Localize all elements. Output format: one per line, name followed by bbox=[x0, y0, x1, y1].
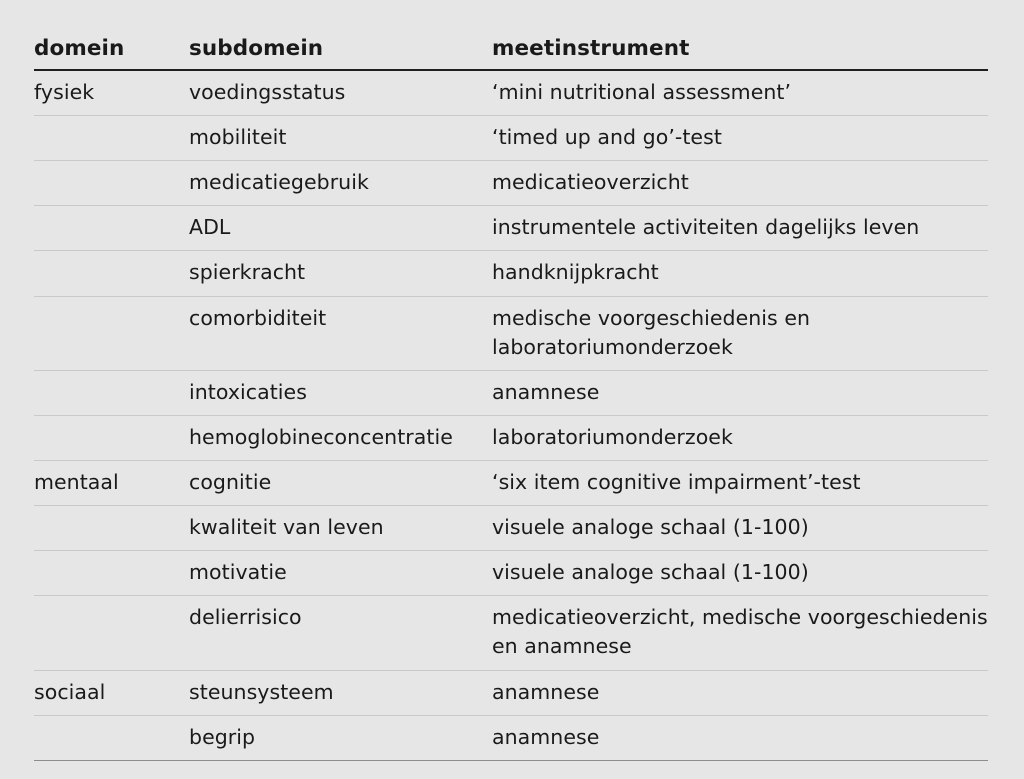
cell-meetinstrument: visuele analoge schaal (1-100) bbox=[492, 506, 988, 551]
cell-subdomein: ADL bbox=[189, 206, 492, 251]
cell-subdomein: begrip bbox=[189, 715, 492, 760]
cell-domein bbox=[34, 715, 189, 760]
table-row bbox=[34, 715, 988, 760]
spacer-cell bbox=[492, 760, 988, 779]
cell-subdomein: intoxicaties bbox=[189, 370, 492, 415]
table-row bbox=[34, 70, 988, 116]
table-row bbox=[34, 551, 988, 596]
cell-meetinstrument: medicatieoverzicht bbox=[492, 161, 988, 206]
cell-subdomein: cognitie bbox=[189, 460, 492, 505]
table-header bbox=[34, 36, 988, 70]
table-row bbox=[34, 116, 988, 161]
table-bottom-spacer bbox=[34, 760, 988, 779]
cell-meetinstrument: instrumentele activiteiten dagelijks leven bbox=[492, 206, 988, 251]
column-header-meetinstrument: meetinstrument bbox=[492, 36, 988, 70]
cell-subdomein: medicatiegebruik bbox=[189, 161, 492, 206]
cell-meetinstrument: visuele analoge schaal (1-100) bbox=[492, 551, 988, 596]
cell-domein bbox=[34, 296, 189, 370]
cell-domein: sociaal bbox=[34, 670, 189, 715]
cell-domein bbox=[34, 370, 189, 415]
table-row bbox=[34, 596, 988, 670]
spacer-cell bbox=[189, 760, 492, 779]
table-row bbox=[34, 415, 988, 460]
table-row bbox=[34, 251, 988, 296]
table-row bbox=[34, 370, 988, 415]
cell-subdomein: mobiliteit bbox=[189, 116, 492, 161]
cell-subdomein: delierrisico bbox=[189, 596, 492, 670]
cell-meetinstrument: medicatieoverzicht, medische voorgeschiedenis en anamnese bbox=[492, 596, 988, 670]
cell-meetinstrument: ‘timed up and go’-test bbox=[492, 116, 988, 161]
cell-domein bbox=[34, 251, 189, 296]
cell-domein: fysiek bbox=[34, 70, 189, 116]
cell-subdomein: hemoglobineconcentratie bbox=[189, 415, 492, 460]
cell-subdomein: spierkracht bbox=[189, 251, 492, 296]
table-row bbox=[34, 460, 988, 505]
cell-meetinstrument: ‘mini nutritional assessment’ bbox=[492, 70, 988, 116]
cell-subdomein: kwaliteit van leven bbox=[189, 506, 492, 551]
table-header-row bbox=[34, 36, 988, 70]
assessment-table-container bbox=[34, 36, 988, 779]
cell-subdomein: voedingsstatus bbox=[189, 70, 492, 116]
column-header-domein: domein bbox=[34, 36, 189, 70]
cell-domein bbox=[34, 415, 189, 460]
cell-subdomein: motivatie bbox=[189, 551, 492, 596]
table-row bbox=[34, 506, 988, 551]
table-row bbox=[34, 161, 988, 206]
assessment-table bbox=[34, 36, 988, 779]
cell-domein bbox=[34, 551, 189, 596]
table-row bbox=[34, 206, 988, 251]
spacer-cell bbox=[34, 760, 189, 779]
cell-meetinstrument: anamnese bbox=[492, 370, 988, 415]
cell-domein bbox=[34, 161, 189, 206]
column-header-subdomein: subdomein bbox=[189, 36, 492, 70]
cell-domein bbox=[34, 206, 189, 251]
cell-meetinstrument: anamnese bbox=[492, 670, 988, 715]
cell-meetinstrument: laboratoriumonderzoek bbox=[492, 415, 988, 460]
cell-domein bbox=[34, 116, 189, 161]
cell-domein bbox=[34, 506, 189, 551]
cell-subdomein: steunsysteem bbox=[189, 670, 492, 715]
cell-meetinstrument: anamnese bbox=[492, 715, 988, 760]
cell-meetinstrument: medische voorgeschiedenis en laboratoriumonderzoek bbox=[492, 296, 988, 370]
table-row bbox=[34, 296, 988, 370]
cell-domein: mentaal bbox=[34, 460, 189, 505]
table-body bbox=[34, 70, 988, 779]
table-row bbox=[34, 670, 988, 715]
cell-subdomein: comorbiditeit bbox=[189, 296, 492, 370]
cell-meetinstrument: handknijpkracht bbox=[492, 251, 988, 296]
cell-domein bbox=[34, 596, 189, 670]
cell-meetinstrument: ‘six item cognitive impairment’-test bbox=[492, 460, 988, 505]
